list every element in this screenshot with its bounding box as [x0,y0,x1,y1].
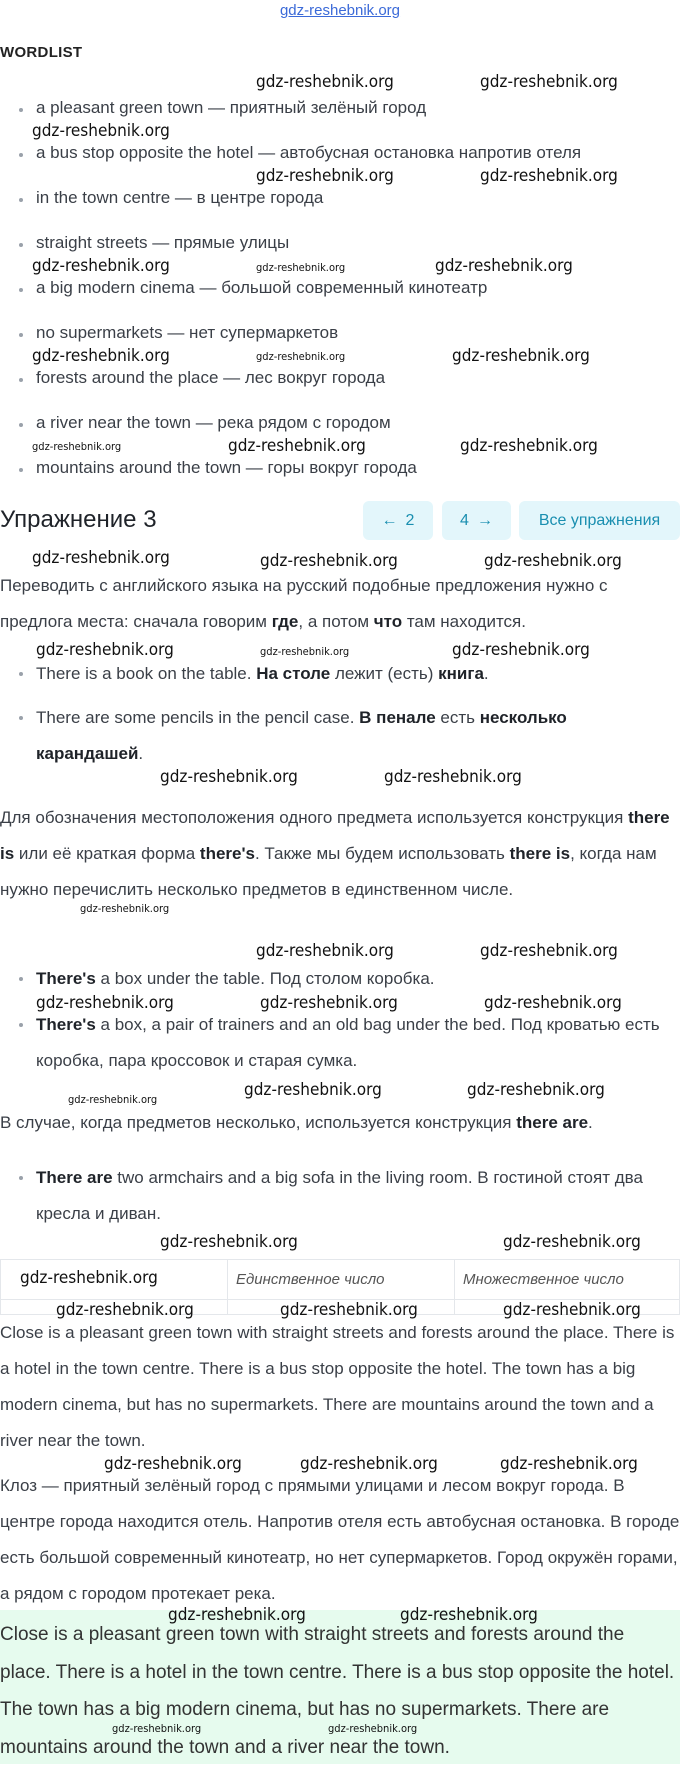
list-item: a bus stop opposite the hotel — автобусная остановка напротив отеля [36,143,582,162]
next-label: 4 [460,511,469,529]
example-item [36,700,676,772]
watermark: gdz-reshebnik.org [328,1722,418,1735]
text: Для обозначения местоположения одного предмета используется конструкция [0,808,629,827]
intro-paragraph [0,568,680,640]
text: There are some pencils in the pencil case. [36,708,360,727]
site-link[interactable]: gdz-reshebnik.org [279,2,401,19]
text-russian: Клоз — приятный зелёный город с прямыми улицами и лесом вокруг города. В центре города находится отель. Напротив отеля есть автобусная остановка. В городе есть большой современный кинотеатр, но нет супермаркетов. Город окружён горами, а рядом с городом протекает река. [0,1476,680,1603]
text: . Также мы будем использовать [254,844,510,863]
watermark: gdz-reshebnik.org [480,941,618,961]
watermark: gdz-reshebnik.org [168,1605,306,1625]
watermark: gdz-reshebnik.org [452,346,590,366]
watermark: gdz-reshebnik.org [160,1232,298,1252]
table-header: Единственное число [228,1260,455,1300]
page-title: Упражнение 3 [0,506,157,533]
bold-text: there's [199,844,255,863]
watermark: gdz-reshebnik.org [32,121,170,141]
example-item [36,656,676,692]
bold-text: несколько карандашей [36,708,567,763]
list-item: a big modern cinema — большой современный кинотеатр [36,278,488,297]
text: лежит (есть) [330,664,439,683]
text: Переводить с английского языка на русский подобные предложения нужно с предлога места: сначала говорим [0,576,608,631]
table-header: Множественное число [455,1260,680,1300]
all-exercises-button[interactable]: Все упражнения [519,501,680,540]
watermark: gdz-reshebnik.org [20,1268,158,1288]
watermark: gdz-reshebnik.org [384,767,522,787]
text: или её краткая форма [14,844,200,863]
text: . [483,664,489,683]
watermark: gdz-reshebnik.org [56,1300,194,1320]
watermark: gdz-reshebnik.org [256,72,394,92]
answer-block [0,1610,680,1764]
bold-text: На столе [256,664,331,683]
answer-text: Close is a pleasant green town with straight streets and forests around the place. There is a hotel in the town centre. There is a bus stop opposite the hotel. The town has a big modern cinema, but has no supermarkets. There are mountains around the town and a river near the town. [0,1624,675,1758]
text: a box, a pair of trainers and an old bag under the bed. Под кроватью есть коробка, пара кроссовок и старая сумка. [36,1015,660,1070]
text: a box under the table. Под столом коробка. [95,969,435,988]
bold-text: there is [0,808,670,863]
watermark: gdz-reshebnik.org [112,1722,202,1735]
example-item [36,1007,676,1079]
bold-text: There's [36,969,96,988]
watermark: gdz-reshebnik.org [435,256,573,276]
bold-text: где [271,612,299,631]
bold-text: что [373,612,403,631]
wordlist-title: WORDLIST [0,44,83,61]
bold-text: В пенале [359,708,436,727]
watermark: gdz-reshebnik.org [484,993,622,1013]
watermark: gdz-reshebnik.org [68,1093,158,1106]
list-item: a pleasant green town — приятный зелёный город [36,98,427,117]
watermark: gdz-reshebnik.org [32,256,170,276]
watermark: gdz-reshebnik.org [32,548,170,568]
watermark: gdz-reshebnik.org [32,440,122,453]
list-item: in the town centre — в центре города [36,188,324,207]
text: two armchairs and a big sofa in the living room. В гостиной стоят два кресла и диван. [36,1168,643,1223]
watermark: gdz-reshebnik.org [467,1080,605,1100]
list-item: straight streets — прямые улицы [36,233,290,252]
watermark: gdz-reshebnik.org [260,993,398,1013]
watermark: gdz-reshebnik.org [36,640,174,660]
text: В случае, когда предметов несколько, используется конструкция [0,1113,517,1132]
watermark: gdz-reshebnik.org [500,1454,638,1474]
watermark: gdz-reshebnik.org [280,1300,418,1320]
example-item [36,961,676,997]
watermark: gdz-reshebnik.org [260,551,398,571]
list-item: mountains around the town — горы вокруг города [36,458,417,477]
watermark: gdz-reshebnik.org [104,1454,242,1474]
watermark: gdz-reshebnik.org [300,1454,438,1474]
arrow-left-icon: ← [381,511,398,529]
watermark: gdz-reshebnik.org [228,436,366,456]
bold-text: книга [438,664,484,683]
watermark: gdz-reshebnik.org [256,350,346,363]
text-english: Close is a pleasant green town with straight streets and forests around the place. There is a hotel in the town centre. There is a bus stop opposite the hotel. The town has a big modern cinema, but has no supermarkets. There are mountains around the town and a river near the town. [0,1323,675,1450]
bold-text: There's [36,1015,96,1034]
example-item [36,1160,676,1232]
watermark: gdz-reshebnik.org [32,346,170,366]
watermark: gdz-reshebnik.org [400,1605,538,1625]
text: , когда нам нужно перечислить несколько предметов в единственном числе. [0,844,657,899]
text: там находится. [402,612,526,631]
watermark: gdz-reshebnik.org [503,1300,641,1320]
text: . [588,1113,593,1132]
there-are-paragraph [0,1105,680,1141]
watermark: gdz-reshebnik.org [452,640,590,660]
watermark: gdz-reshebnik.org [256,166,394,186]
bold-text: there are [516,1113,589,1132]
there-is-paragraph [0,800,680,908]
watermark: gdz-reshebnik.org [460,436,598,456]
prev-label: 2 [405,511,415,529]
watermark: gdz-reshebnik.org [480,166,618,186]
arrow-right-icon: → [476,511,493,529]
watermark: gdz-reshebnik.org [36,993,174,1013]
watermark: gdz-reshebnik.org [484,551,622,571]
list-item: no supermarkets — нет супермаркетов [36,323,339,342]
text: There is a book on the table. [36,664,257,683]
watermark: gdz-reshebnik.org [503,1232,641,1252]
list-item: a river near the town — река рядом с городом [36,413,391,432]
text: есть [435,708,480,727]
watermark: gdz-reshebnik.org [256,261,346,274]
prev-exercise-button[interactable] [363,501,433,540]
watermark: gdz-reshebnik.org [160,767,298,787]
watermark: gdz-reshebnik.org [480,72,618,92]
watermark: gdz-reshebnik.org [256,941,394,961]
text: , а потом [298,612,374,631]
bold-text: there is [509,844,571,863]
next-exercise-button[interactable] [442,501,511,540]
watermark: gdz-reshebnik.org [80,902,170,915]
text: . [138,744,144,763]
list-item: forests around the place — лес вокруг города [36,368,386,387]
watermark: gdz-reshebnik.org [260,645,350,658]
watermark: gdz-reshebnik.org [244,1080,382,1100]
bold-text: There are [36,1168,113,1187]
